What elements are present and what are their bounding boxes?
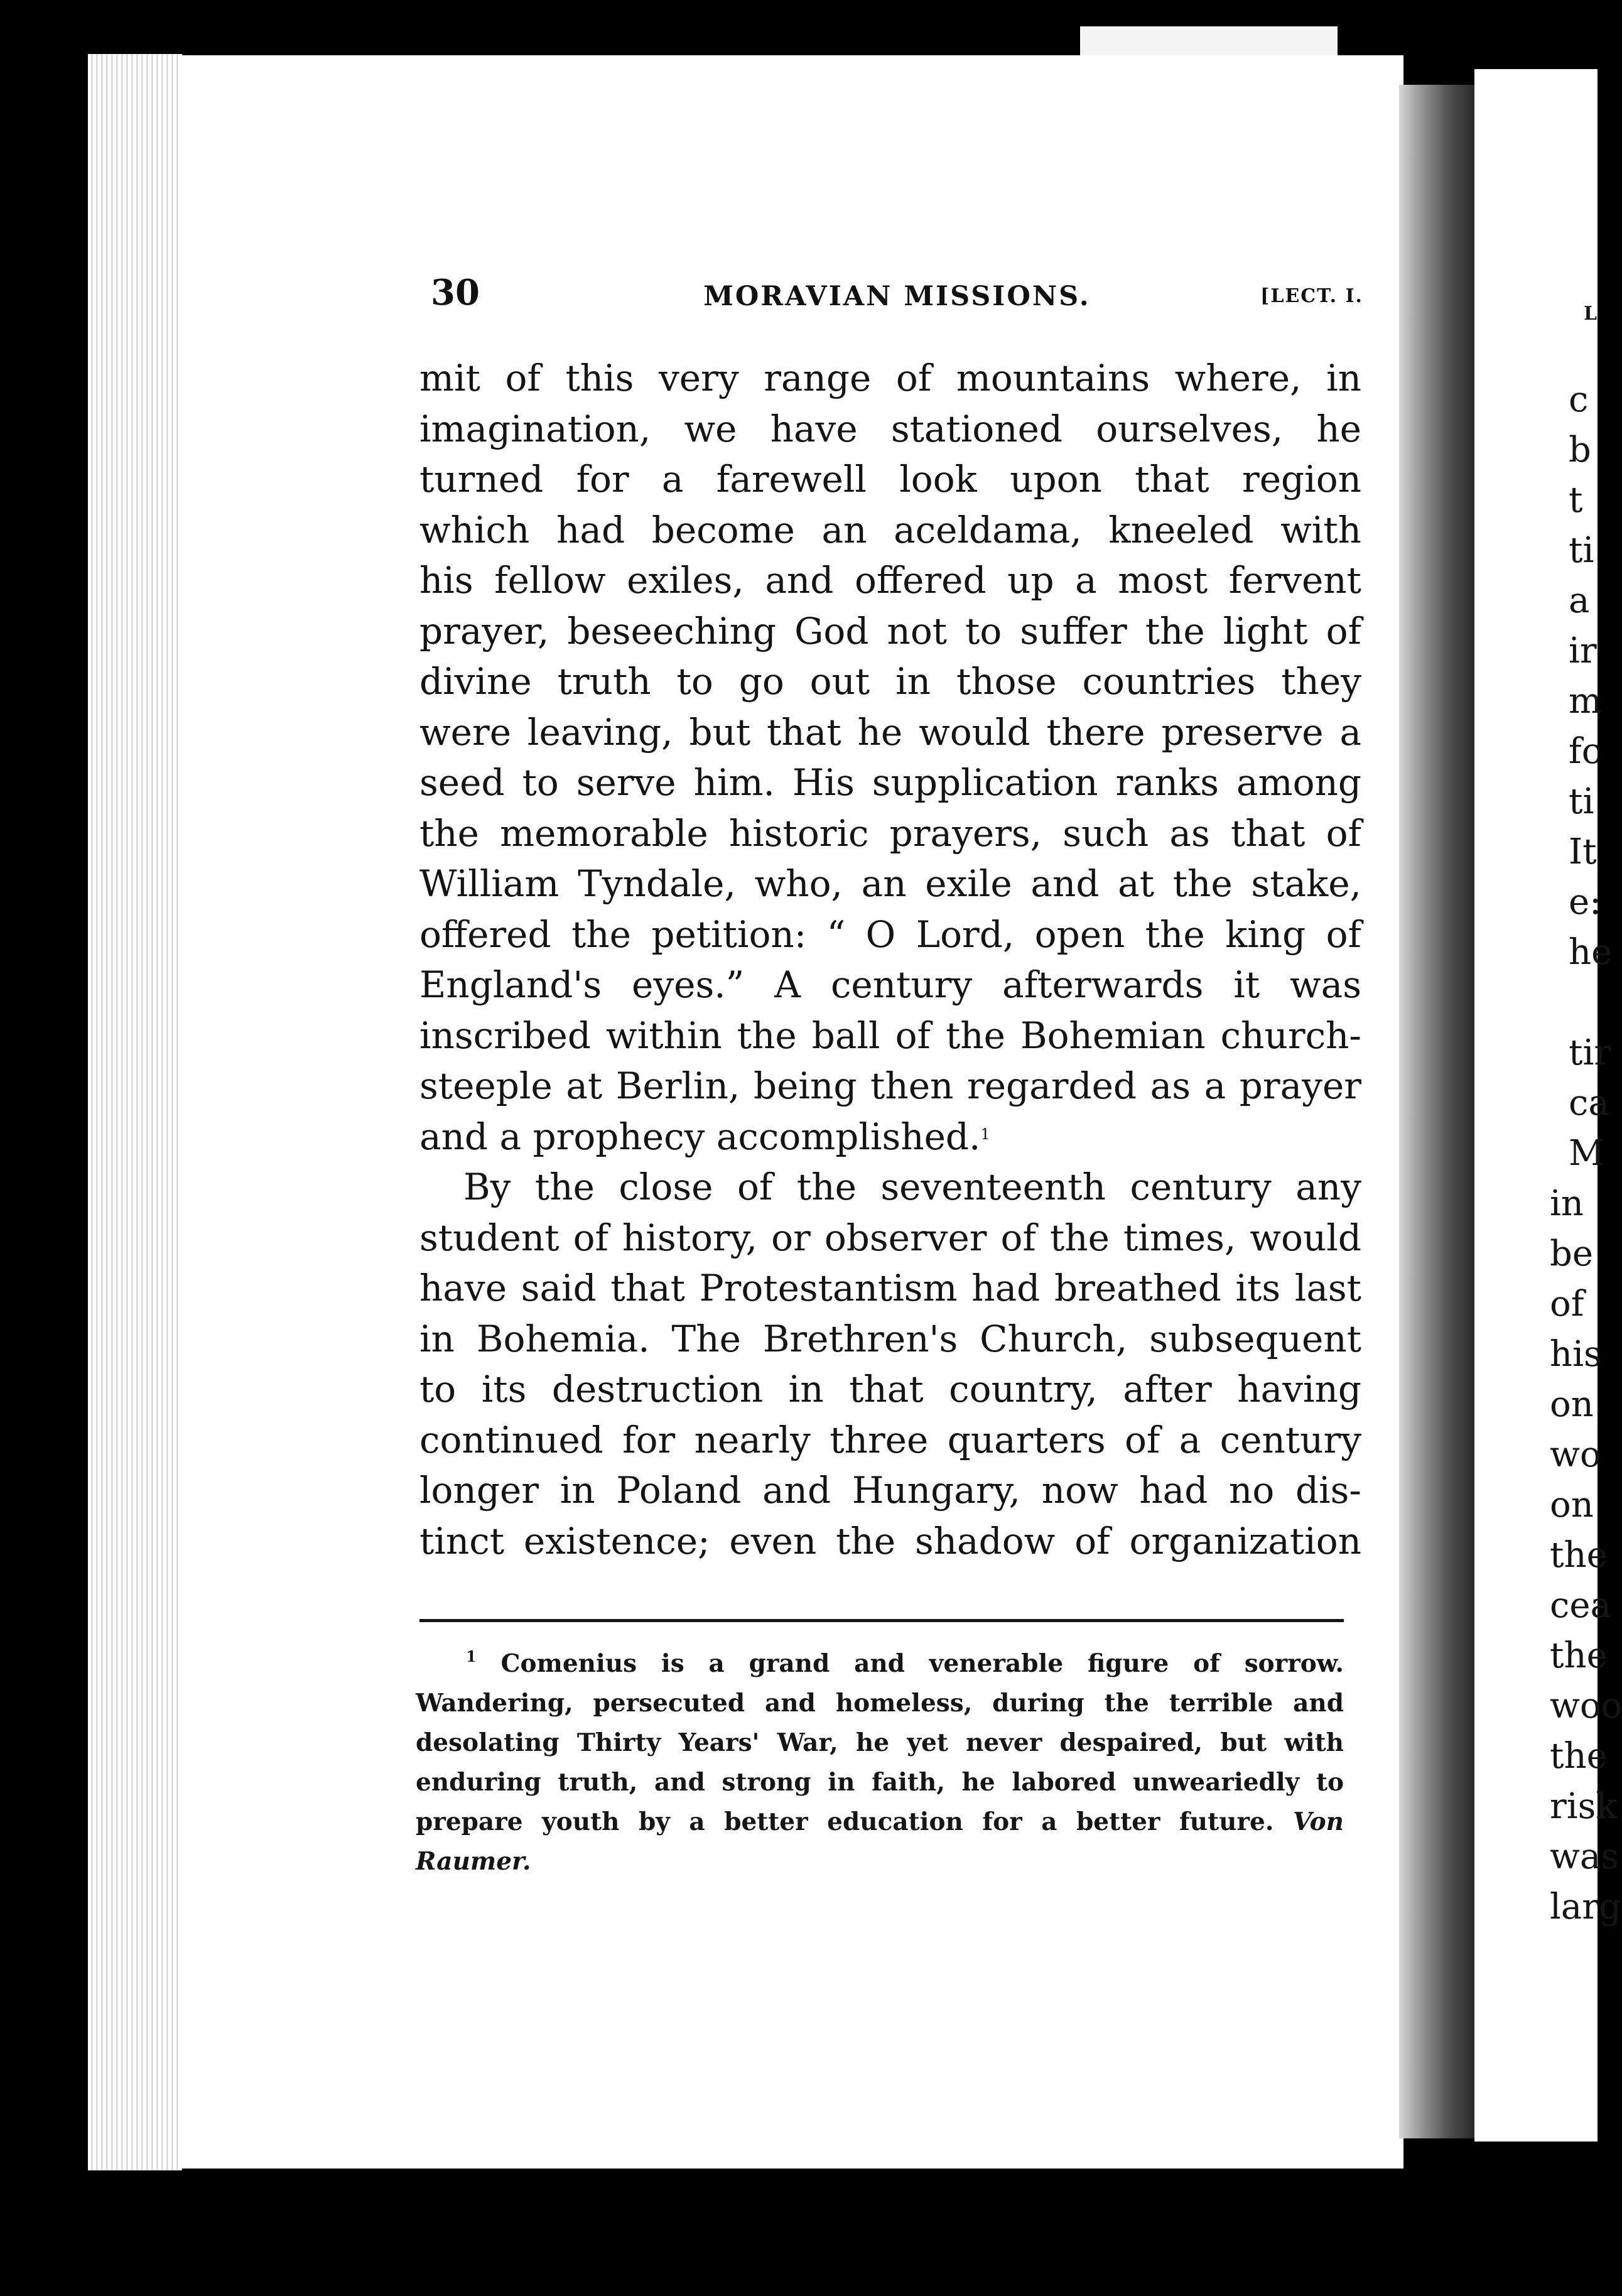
facing-page-line: his xyxy=(1550,1334,1602,1375)
facing-page-text xyxy=(1530,0,1622,2296)
text-line: offered the petition: “ O Lord, open the king of xyxy=(419,912,1361,956)
text-line: the memorable historic prayers, such as that of xyxy=(419,811,1361,855)
facing-page-line: he xyxy=(1569,932,1613,973)
facing-page-line: woo xyxy=(1550,1686,1622,1726)
facing-page-line: cea xyxy=(1550,1585,1611,1626)
text-line: prayer, beseeching God not to suffer the light of xyxy=(419,609,1361,653)
text-line: in Bohemia. The Brethren's Church, subsequent xyxy=(419,1317,1361,1360)
paragraph-first-line: By the close of the seventeenth century any xyxy=(463,1166,1361,1208)
footnote-line xyxy=(416,1644,1344,1684)
footnote-line: enduring truth, and strong in faith, he labored unweariedly to xyxy=(416,1768,1344,1797)
running-head: MORAVIAN MISSIONS. xyxy=(703,281,1091,312)
facing-page-line: on xyxy=(1550,1485,1594,1525)
facing-page-line: ti xyxy=(1569,781,1594,822)
text-line: William Tyndale, who, an exile and at the stake, xyxy=(419,862,1361,905)
page-number: 30 xyxy=(431,272,480,313)
text-line: student of history, or observer of the times, would xyxy=(419,1216,1361,1259)
facing-page-line: M xyxy=(1569,1133,1605,1174)
facing-page-line: the xyxy=(1550,1736,1608,1777)
text-line: imagination, we have stationed ourselves, he xyxy=(419,407,1361,450)
facing-page-line: on xyxy=(1550,1384,1594,1425)
footnote-attribution: Von xyxy=(1292,1807,1344,1836)
facing-page-line: the xyxy=(1550,1635,1608,1676)
facing-page-line: the xyxy=(1550,1535,1608,1576)
book-spine-shadow xyxy=(1399,85,1474,2138)
footnote-line xyxy=(416,1802,1344,1842)
facing-page-line: be xyxy=(1550,1233,1593,1274)
text-line: inscribed within the ball of the Bohemian church- xyxy=(419,1014,1361,1057)
page-header xyxy=(431,274,1363,311)
facing-page-line: ti xyxy=(1569,530,1594,571)
paper-strip xyxy=(1080,26,1338,58)
text-line: seed to serve him. His supplication ranks among xyxy=(419,761,1361,804)
facing-page-header: L xyxy=(1584,303,1598,325)
facing-page-line: fc xyxy=(1569,731,1602,772)
footnote-text: prepare youth by a better education for a better future. xyxy=(416,1807,1274,1836)
section-reference: [LECT. I. xyxy=(1260,285,1363,307)
facing-page-line: risk xyxy=(1550,1786,1618,1827)
facing-page-line: tir xyxy=(1569,1032,1611,1073)
facing-page-line: c xyxy=(1569,379,1589,420)
facing-page-line: ir xyxy=(1569,631,1597,671)
facing-page-line: t xyxy=(1569,480,1583,521)
text-line: continued for nearly three quarters of a century xyxy=(419,1418,1361,1461)
facing-page-line: in xyxy=(1550,1183,1584,1224)
footnote-attribution: Raumer. xyxy=(416,1847,531,1876)
footnote-divider xyxy=(419,1619,1344,1622)
facing-page-line: larg xyxy=(1550,1887,1621,1927)
text-line: mit of this very range of mountains where, in xyxy=(419,357,1361,399)
text-line: his fellow exiles, and offered up a most fervent xyxy=(419,559,1361,602)
text-line: to its destruction in that country, after having xyxy=(419,1368,1361,1411)
text-line-with-footnote-ref xyxy=(419,1112,1361,1162)
facing-page-line: b xyxy=(1569,430,1591,470)
footnote-marker: 1 xyxy=(466,1647,477,1665)
text-line: turned for a farewell look upon that region xyxy=(419,458,1361,501)
facing-page-line: a xyxy=(1569,580,1590,621)
facing-page-line: wo xyxy=(1550,1434,1601,1475)
footnote-line: Wandering, persecuted and homeless, during the terrible and xyxy=(416,1689,1344,1718)
footnote xyxy=(416,1644,1344,1882)
text-line: steeple at Berlin, being then regarded as a prayer xyxy=(419,1064,1361,1107)
facing-page-line: e: xyxy=(1569,882,1602,923)
text-line: England's eyes.” A century afterwards it was xyxy=(419,963,1361,1006)
footnote-reference: 1 xyxy=(980,1125,990,1143)
text-line: longer in Poland and Hungary, now had no dis- xyxy=(419,1469,1361,1512)
footnote-line xyxy=(416,1842,1344,1882)
text-line: have said that Protestantism had breathed its last xyxy=(419,1267,1361,1309)
text-line: which had become an aceldama, kneeled with xyxy=(419,508,1361,551)
text-line-content: and a prophecy accomplished. xyxy=(419,1115,981,1158)
text-line: divine truth to go out in those countries they xyxy=(419,660,1361,703)
facing-page-line: m xyxy=(1569,681,1603,722)
text-line: were leaving, but that he would there preserve a xyxy=(419,710,1361,754)
facing-page-line: of xyxy=(1550,1284,1584,1324)
page-edges xyxy=(88,54,182,2170)
body-text xyxy=(419,353,1361,1566)
facing-page-line: It xyxy=(1569,831,1597,872)
footnote-text: Comenius is a grand and venerable figure of sorrow. xyxy=(500,1649,1344,1678)
text-line: tinct existence; even the shadow of organization xyxy=(419,1519,1361,1562)
facing-page-line: was xyxy=(1550,1836,1619,1877)
facing-page-line: ca xyxy=(1569,1083,1609,1124)
footnote-line: desolating Thirty Years' War, he yet never despaired, but with xyxy=(416,1728,1344,1757)
